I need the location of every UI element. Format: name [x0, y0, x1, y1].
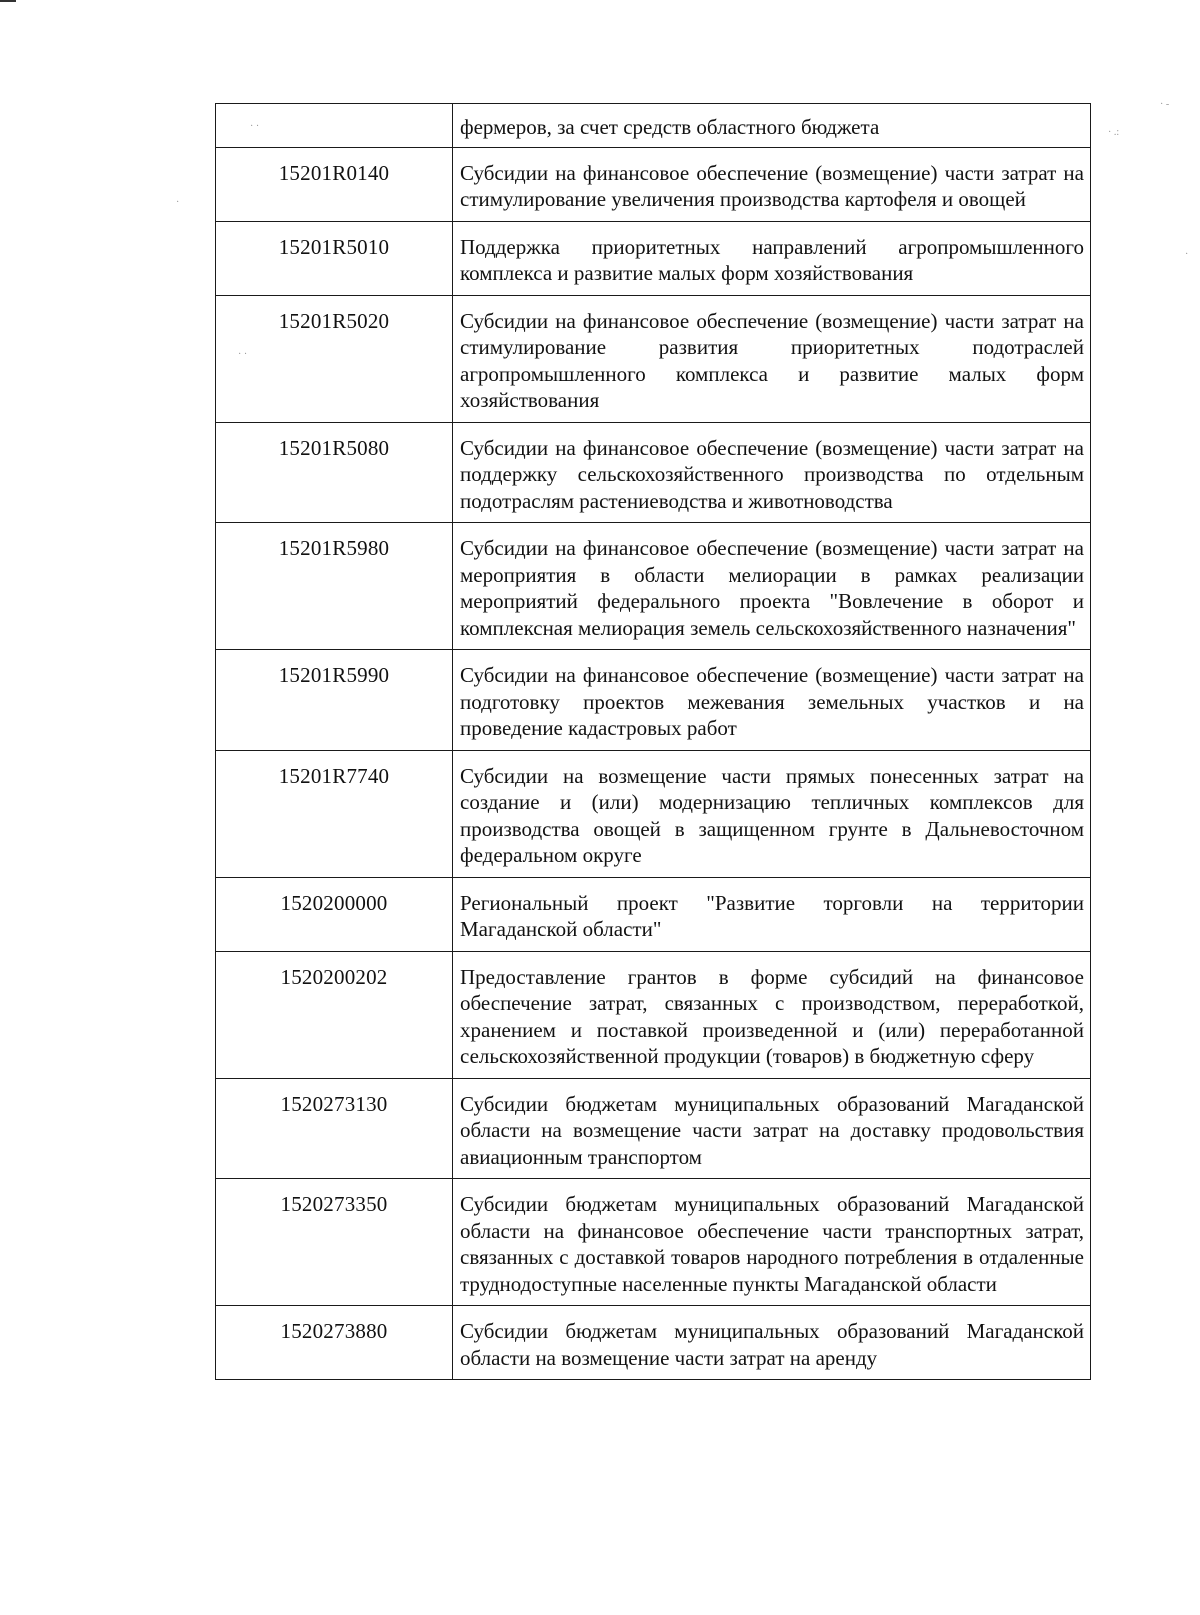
table-row: [216, 221, 1091, 295]
table-row: [216, 877, 1091, 951]
row-code: 15201R5020: [216, 295, 453, 422]
scan-speck: ·: [1185, 249, 1189, 260]
row-description: Субсидии на финансовое обеспечение (возмещение) части затрат на стимулирование увеличения производства картофеля и овощей: [453, 147, 1091, 221]
row-code: [216, 104, 453, 148]
table-row: [216, 750, 1091, 877]
row-code: 15201R5990: [216, 650, 453, 751]
row-code: 1520273880: [216, 1306, 453, 1380]
table-row: [216, 650, 1091, 751]
row-description: Субсидии бюджетам муниципальных образований Магаданской области на возмещение части затрат на аренду: [453, 1306, 1091, 1380]
row-code: 1520200000: [216, 877, 453, 951]
row-description: Субсидии на возмещение части прямых понесенных затрат на создание и (или) модернизацию тепличных комплексов для производства овощей в защищенном грунте в Дальневосточном федеральном округе: [453, 750, 1091, 877]
row-code: 15201R0140: [216, 147, 453, 221]
row-description: Субсидии на финансовое обеспечение (возмещение) части затрат на подготовку проектов межевания земельных участков и на проведение кадастровых работ: [453, 650, 1091, 751]
row-description: фермеров, за счет средств областного бюджета: [453, 104, 1091, 148]
table-row: [216, 104, 1091, 148]
row-description: Субсидии бюджетам муниципальных образований Магаданской области на финансовое обеспечение части транспортных затрат, связанных с доставкой товаров народного потребления в отдаленные труднодоступные населенные пункты Магаданской области: [453, 1179, 1091, 1306]
row-code: 1520273130: [216, 1078, 453, 1179]
row-description: Субсидии на финансовое обеспечение (возмещение) части затрат на поддержку сельскохозяйственного производства по отдельным подотраслям растениеводства и животноводства: [453, 422, 1091, 523]
row-code: 15201R5010: [216, 221, 453, 295]
table-row: [216, 523, 1091, 650]
row-description: Субсидии на финансовое обеспечение (возмещение) части затрат на мероприятия в области мелиорации в рамках реализации мероприятий федерального проекта "Вовлечение в оборот и комплексная мелиорация земель сельскохозяйственного назначения": [453, 523, 1091, 650]
row-description: Региональный проект "Развитие торговли на территории Магаданской области": [453, 877, 1091, 951]
scan-speck: · -: [1160, 99, 1170, 110]
table-row: [216, 147, 1091, 221]
scan-speck: · .:: [1108, 127, 1120, 138]
row-description: Поддержка приоритетных направлений агропромышленного комплекса и развитие малых форм хозяйствования: [453, 221, 1091, 295]
table-row: [216, 422, 1091, 523]
table-row: [216, 1078, 1091, 1179]
row-code: 1520273350: [216, 1179, 453, 1306]
row-description: Субсидии на финансовое обеспечение (возмещение) части затрат на стимулирование развития приоритетных подотраслей агропромышленного комплекса и развитие малых форм хозяйствования: [453, 295, 1091, 422]
row-code: 15201R7740: [216, 750, 453, 877]
scan-speck: · ·: [250, 121, 260, 132]
scan-speck: · ·: [238, 349, 248, 360]
table-row: [216, 295, 1091, 422]
table-row: [216, 951, 1091, 1078]
row-code: 15201R5980: [216, 523, 453, 650]
page-corner-mark: [0, 0, 16, 2]
table-row: [216, 1306, 1091, 1380]
table-row: [216, 1179, 1091, 1306]
scan-speck: ·: [176, 197, 180, 208]
row-description: Субсидии бюджетам муниципальных образований Магаданской области на возмещение части затрат на доставку продовольствия авиационным транспортом: [453, 1078, 1091, 1179]
budget-codes-table: [215, 103, 1091, 1380]
row-code: 1520200202: [216, 951, 453, 1078]
row-code: 15201R5080: [216, 422, 453, 523]
row-description: Предоставление грантов в форме субсидий на финансовое обеспечение затрат, связанных с производством, переработкой, хранением и поставкой произведенной и (или) переработанной сельскохозяйственной продукции (товаров) в бюджетную сферу: [453, 951, 1091, 1078]
